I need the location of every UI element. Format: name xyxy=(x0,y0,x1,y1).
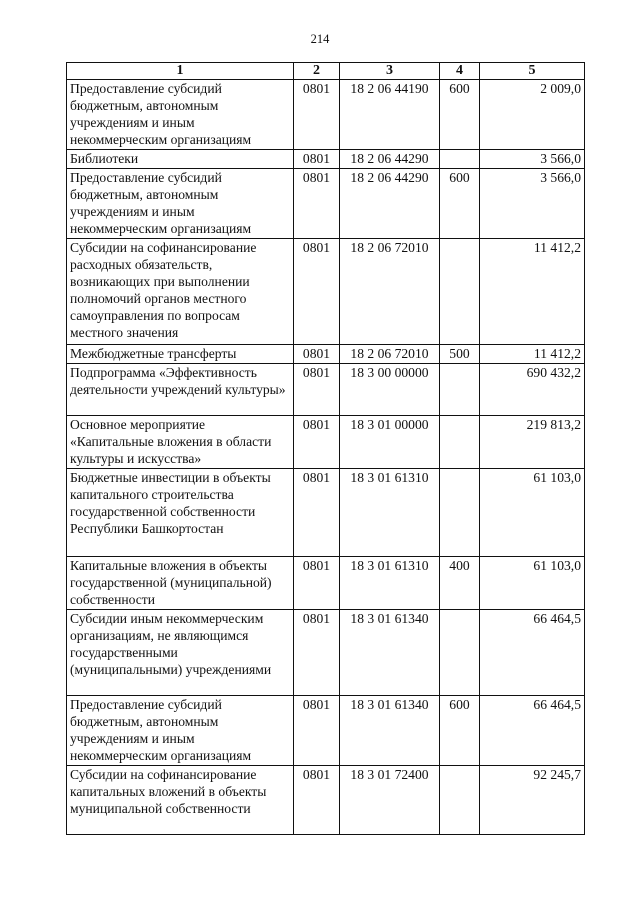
table-row xyxy=(67,80,585,150)
row-amount: 219 813,2 xyxy=(480,416,585,469)
row-expense-type xyxy=(440,150,480,169)
row-name: Предоставление субсидий бюджетным, автономным учреждениям и иным некоммерческим организациям xyxy=(67,80,294,150)
row-name: Межбюджетные трансферты xyxy=(67,345,294,364)
row-section: 0801 xyxy=(294,239,340,345)
row-name: Субсидии на софинансирование расходных обязательств, возникающих при выполнении полномочий органов местного самоуправления по вопросам местного значения xyxy=(67,239,294,345)
table-header-row xyxy=(67,63,585,80)
row-amount: 2 009,0 xyxy=(480,80,585,150)
row-target-code: 18 2 06 44190 xyxy=(340,80,440,150)
row-section: 0801 xyxy=(294,345,340,364)
row-name: Предоставление субсидий бюджетным, автономным учреждениям и иным некоммерческим организациям xyxy=(67,696,294,766)
column-header-target-code: 3 xyxy=(340,63,440,80)
row-amount: 3 566,0 xyxy=(480,169,585,239)
row-section: 0801 xyxy=(294,766,340,835)
row-amount: 61 103,0 xyxy=(480,469,585,557)
table-row xyxy=(67,345,585,364)
column-header-amount: 5 xyxy=(480,63,585,80)
row-section: 0801 xyxy=(294,150,340,169)
row-target-code: 18 3 00 00000 xyxy=(340,364,440,416)
row-amount: 66 464,5 xyxy=(480,610,585,696)
table-row xyxy=(67,150,585,169)
row-name: Библиотеки xyxy=(67,150,294,169)
row-expense-type xyxy=(440,469,480,557)
row-amount: 92 245,7 xyxy=(480,766,585,835)
row-target-code: 18 3 01 61340 xyxy=(340,610,440,696)
row-amount: 66 464,5 xyxy=(480,696,585,766)
table-row xyxy=(67,696,585,766)
row-target-code: 18 2 06 72010 xyxy=(340,345,440,364)
row-name: Основное мероприятие «Капитальные вложения в области культуры и искусства» xyxy=(67,416,294,469)
table-row xyxy=(67,416,585,469)
row-expense-type: 600 xyxy=(440,80,480,150)
row-expense-type xyxy=(440,766,480,835)
column-header-expense-type: 4 xyxy=(440,63,480,80)
row-expense-type xyxy=(440,239,480,345)
row-expense-type: 600 xyxy=(440,696,480,766)
page-number: 214 xyxy=(310,32,330,46)
row-name: Субсидии иным некоммерческим организациям, не являющимся государственными (муниципальными) учреждениями xyxy=(67,610,294,696)
row-section: 0801 xyxy=(294,364,340,416)
table-row xyxy=(67,766,585,835)
row-name: Подпрограмма «Эффективность деятельности учреждений культуры» xyxy=(67,364,294,416)
row-target-code: 18 3 01 72400 xyxy=(340,766,440,835)
table-row xyxy=(67,169,585,239)
row-name: Субсидии на софинансирование капитальных вложений в объекты муниципальной собственности xyxy=(67,766,294,835)
row-amount: 61 103,0 xyxy=(480,557,585,610)
row-section: 0801 xyxy=(294,469,340,557)
table-row xyxy=(67,239,585,345)
row-name: Капитальные вложения в объекты государственной (муниципальной) собственности xyxy=(67,557,294,610)
table-row xyxy=(67,610,585,696)
table-row xyxy=(67,469,585,557)
row-amount: 3 566,0 xyxy=(480,150,585,169)
row-section: 0801 xyxy=(294,80,340,150)
row-expense-type xyxy=(440,416,480,469)
row-target-code: 18 2 06 44290 xyxy=(340,169,440,239)
row-section: 0801 xyxy=(294,610,340,696)
row-expense-type xyxy=(440,364,480,416)
row-target-code: 18 3 01 00000 xyxy=(340,416,440,469)
budget-table xyxy=(66,62,585,835)
row-section: 0801 xyxy=(294,416,340,469)
row-name: Бюджетные инвестиции в объекты капитального строительства государственной собственности Республики Башкортостан xyxy=(67,469,294,557)
row-target-code: 18 2 06 72010 xyxy=(340,239,440,345)
row-target-code: 18 2 06 44290 xyxy=(340,150,440,169)
row-target-code: 18 3 01 61310 xyxy=(340,557,440,610)
row-expense-type: 600 xyxy=(440,169,480,239)
row-amount: 11 412,2 xyxy=(480,239,585,345)
row-expense-type xyxy=(440,610,480,696)
row-name: Предоставление субсидий бюджетным, автономным учреждениям и иным некоммерческим организациям xyxy=(67,169,294,239)
table-row xyxy=(67,557,585,610)
row-target-code: 18 3 01 61340 xyxy=(340,696,440,766)
row-expense-type: 500 xyxy=(440,345,480,364)
row-amount: 690 432,2 xyxy=(480,364,585,416)
column-header-name: 1 xyxy=(67,63,294,80)
row-expense-type: 400 xyxy=(440,557,480,610)
table-row xyxy=(67,364,585,416)
row-section: 0801 xyxy=(294,169,340,239)
row-section: 0801 xyxy=(294,557,340,610)
row-section: 0801 xyxy=(294,696,340,766)
row-amount: 11 412,2 xyxy=(480,345,585,364)
row-target-code: 18 3 01 61310 xyxy=(340,469,440,557)
column-header-section: 2 xyxy=(294,63,340,80)
